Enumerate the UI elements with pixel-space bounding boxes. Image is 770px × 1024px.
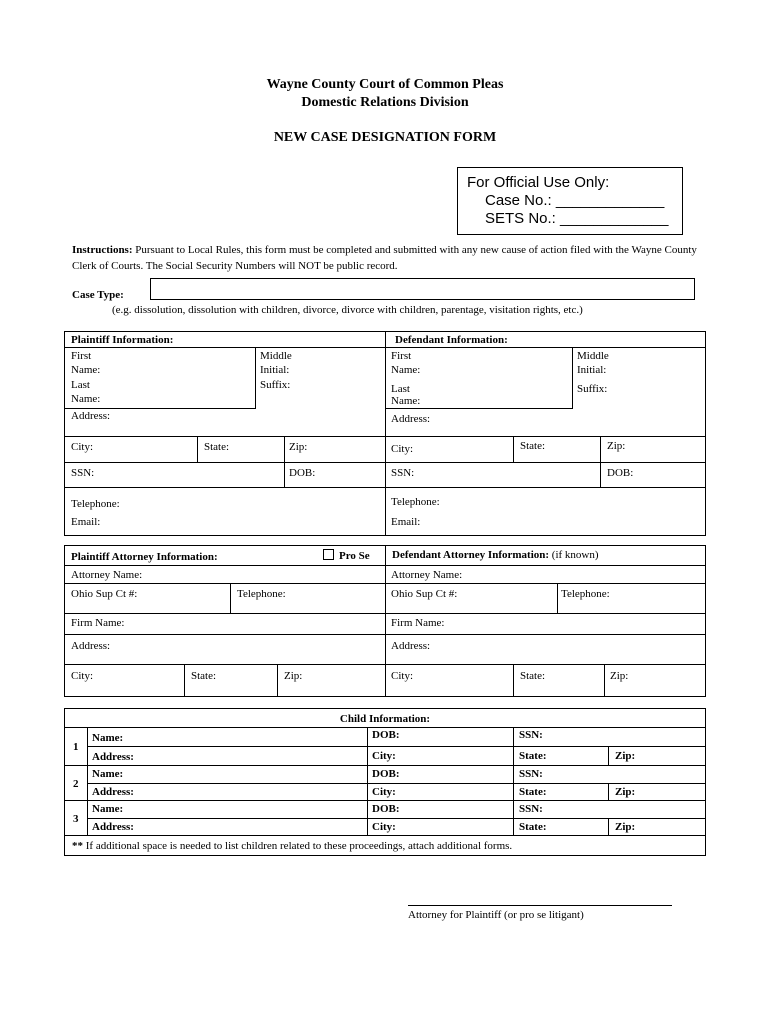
plaintiff-middle-label-2: Initial: [260,364,290,376]
plaintiff-suffix-label: Suffix: [260,379,291,391]
defendant-last-name-label: Last [391,383,410,395]
signature-label: Attorney for Plaintiff (or pro se litigant) [408,909,584,921]
case-type-hint: (e.g. dissolution, dissolution with children, divorce, divorce with children, parentage, visitation rights, etc.) [112,304,583,316]
divider [604,664,605,697]
child-name-label: Name: [92,768,124,780]
divider [64,436,706,437]
defendant-attorney-firm-label: Firm Name: [391,617,445,629]
divider [64,408,256,409]
case-number-line: Case No.: _____________ [485,192,665,209]
plaintiff-heading: Plaintiff Information: [71,334,174,346]
child-dob-label: DOB: [372,803,400,815]
footnote-text: If additional space is needed to list children related to these proceedings, attach additional forms. [85,840,513,852]
divider [197,436,198,463]
divider [64,664,706,665]
divider [572,347,573,409]
divider [608,818,609,835]
child-zip-label: Zip: [615,821,636,833]
child-name-label: Name: [92,732,124,744]
defendant-suffix-label: Suffix: [577,383,608,395]
divider [64,634,706,635]
divider [64,565,706,566]
plaintiff-attorney-firm-label: Firm Name: [71,617,125,629]
pro-se-checkbox[interactable] [323,549,334,560]
child-name-label: Name: [92,803,124,815]
plaintiff-attorney-address-label: Address: [71,640,111,652]
divider [608,746,609,765]
defendant-attorney-telephone-label: Telephone: [561,588,610,600]
child-row-number: 1 [73,741,79,753]
plaintiff-first-name-label: First [71,350,92,362]
instructions-label: Instructions: [72,244,133,256]
divider [64,347,706,348]
defendant-first-name-label-2: Name: [391,364,421,376]
child-information-heading: Child Information: [339,713,431,725]
division-name: Domestic Relations Division [301,95,469,110]
divider [385,331,386,536]
plaintiff-first-name-label-2: Name: [71,364,101,376]
defendant-telephone-label: Telephone: [391,496,440,508]
defendant-last-name-label-2: Name: [391,395,421,407]
divider [64,462,706,463]
divider [230,583,231,614]
child-zip-label: Zip: [615,750,636,762]
defendant-attorney-zip-label: Zip: [610,670,629,682]
defendant-attorney-heading-line [392,549,599,561]
child-state-label: State: [519,821,547,833]
divider [87,746,706,747]
sets-number-line: SETS No.: _____________ [485,210,669,227]
child-ssn-label: SSN: [519,729,543,741]
child-ssn-label: SSN: [519,768,543,780]
defendant-zip-label: Zip: [607,440,626,452]
plaintiff-attorney-zip-label: Zip: [284,670,303,682]
divider [64,800,706,801]
child-address-label: Address: [92,821,134,833]
child-dob-label: DOB: [372,768,400,780]
divider [284,436,285,487]
divider [87,783,706,784]
divider [385,545,386,697]
plaintiff-attorney-supct-label: Ohio Sup Ct #: [71,588,138,600]
plaintiff-attorney-heading: Plaintiff Attorney Information: [71,551,218,563]
plaintiff-attorney-telephone-label: Telephone: [237,588,286,600]
instructions-text: Pursuant to Local Rules, this form must be completed and submitted with any new cause of action filed with the Wayne County Clerk of Courts. The Social Security Numbers will NOT be public record. [72,244,697,272]
plaintiff-ssn-label: SSN: [71,467,95,479]
child-address-label: Address: [92,786,134,798]
child-state-label: State: [519,750,547,762]
defendant-attorney-city-label: City: [391,670,414,682]
defendant-attorney-supct-label: Ohio Sup Ct #: [391,588,458,600]
plaintiff-email-label: Email: [71,516,101,528]
divider [255,347,256,409]
defendant-attorney-name-label: Attorney Name: [391,569,463,581]
plaintiff-state-label: State: [204,441,230,453]
child-zip-label: Zip: [615,786,636,798]
plaintiff-attorney-city-label: City: [71,670,94,682]
case-type-field[interactable] [150,278,695,300]
child-city-label: City: [372,750,396,762]
divider [385,408,573,409]
defendant-middle-label-2: Initial: [577,364,607,376]
plaintiff-telephone-label: Telephone: [71,498,120,510]
divider [513,436,514,463]
plaintiff-address-label: Address: [71,410,111,422]
plaintiff-last-name-label: Last [71,379,90,391]
child-dob-label: DOB: [372,729,400,741]
plaintiff-last-name-label-2: Name: [71,393,101,405]
court-name: Wayne County Court of Common Pleas [266,77,504,92]
footnote-mark: ** [72,840,83,852]
case-type-label: Case Type: [72,289,124,301]
defendant-attorney-note: (if known) [551,549,599,561]
divider [557,583,558,614]
child-footnote [72,840,512,852]
child-ssn-label: SSN: [519,803,543,815]
child-row-number: 2 [73,778,79,790]
child-city-label: City: [372,821,396,833]
defendant-state-label: State: [520,440,546,452]
child-state-label: State: [519,786,547,798]
pro-se-label: Pro Se [339,550,370,562]
defendant-attorney-heading: Defendant Attorney Information: [392,549,550,561]
plaintiff-attorney-state-label: State: [191,670,217,682]
defendant-heading: Defendant Information: [395,334,508,346]
signature-line[interactable] [408,905,672,906]
divider [600,436,601,487]
child-city-label: City: [372,786,396,798]
divider [87,818,706,819]
divider [513,664,514,697]
plaintiff-zip-label: Zip: [289,441,308,453]
divider [64,765,706,766]
divider [184,664,185,697]
plaintiff-attorney-name-label: Attorney Name: [71,569,143,581]
defendant-attorney-address-label: Address: [391,640,431,652]
divider [64,727,706,728]
official-use-title: For Official Use Only: [467,174,610,191]
official-use-box [457,167,683,235]
divider [64,487,706,488]
defendant-ssn-label: SSN: [391,467,415,479]
defendant-address-label: Address: [391,413,431,425]
plaintiff-city-label: City: [71,441,94,453]
defendant-dob-label: DOB: [607,467,634,479]
child-row-number: 3 [73,813,79,825]
defendant-city-label: City: [391,443,414,455]
divider [64,613,706,614]
plaintiff-dob-label: DOB: [289,467,316,479]
divider [608,783,609,800]
defendant-middle-label: Middle [577,350,609,362]
defendant-first-name-label: First [391,350,412,362]
instructions [72,242,712,274]
defendant-attorney-state-label: State: [520,670,546,682]
plaintiff-middle-label: Middle [260,350,292,362]
form-title: NEW CASE DESIGNATION FORM [273,130,497,145]
divider [64,835,706,836]
child-address-label: Address: [92,751,134,763]
divider [277,664,278,697]
defendant-email-label: Email: [391,516,421,528]
divider [64,583,706,584]
